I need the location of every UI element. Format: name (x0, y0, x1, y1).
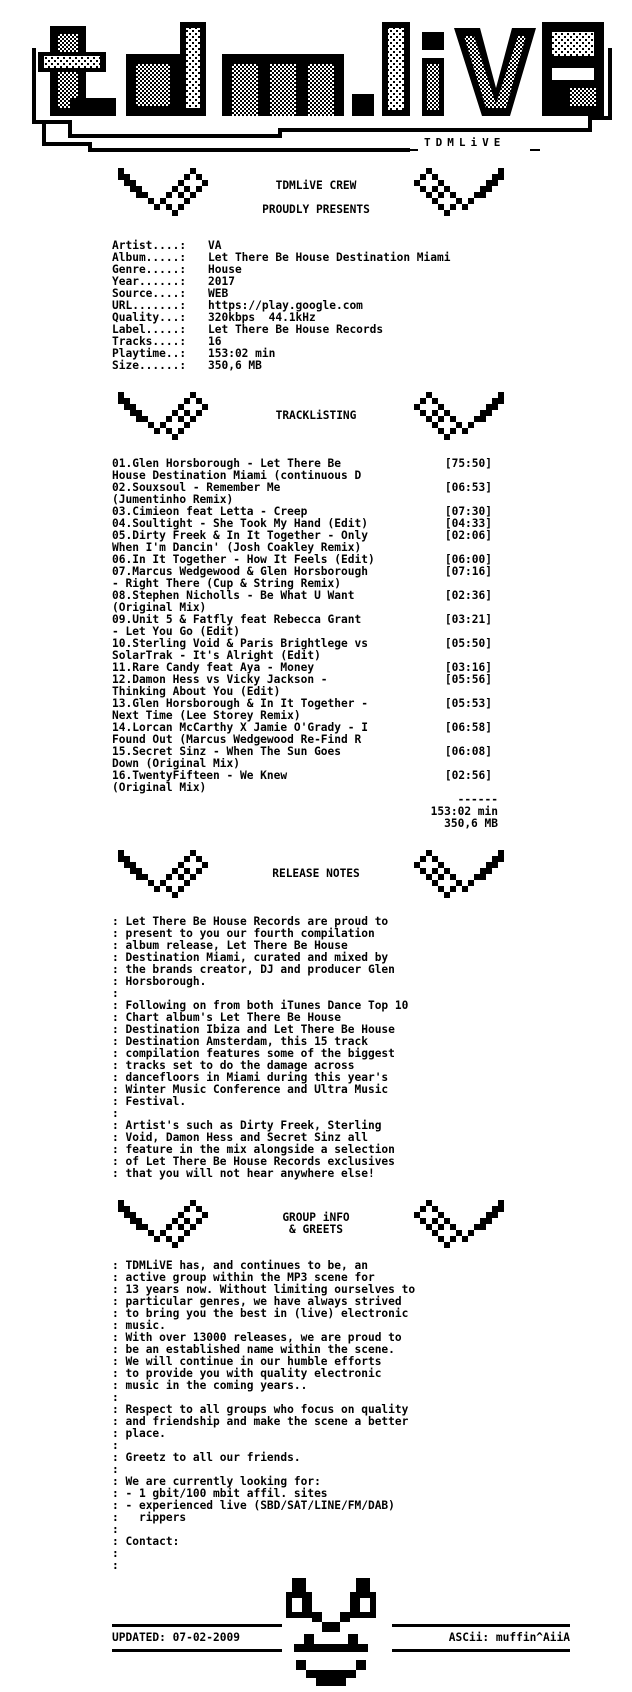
info-row (112, 360, 450, 372)
track-title: 08.Stephen Nicholls - Be What U Want (112, 590, 355, 602)
info-label: Quality...: (112, 311, 187, 324)
tracklist (112, 458, 492, 794)
track-title: (Original Mix) (112, 782, 207, 794)
info-value: 320kbps 44.1kHz (208, 311, 316, 324)
track-title: 10.Sterling Void & Paris Brightlege vs (112, 638, 368, 650)
text-line: : Chart album's Let There Be House (112, 1012, 408, 1024)
track-time: [06:08] (444, 745, 492, 758)
track-title: 13.Glen Horsborough & In It Together - (112, 698, 368, 710)
track-time: [02:56] (444, 769, 492, 782)
track-time: [05:50] (444, 637, 492, 650)
track-title: House Destination Miami (continuous D (112, 470, 362, 482)
text-line: : Horsborough. (112, 976, 408, 988)
track-row (112, 554, 492, 566)
text-line: : - 1 gbit/100 mbit affil. sites (112, 1488, 415, 1500)
text-line: : to bring you the best in (live) electronic (112, 1308, 415, 1320)
track-row (112, 674, 492, 686)
track-row (112, 746, 492, 758)
text-line: : tracks set to do the damage across (112, 1060, 408, 1072)
track-title: 16.TwentyFifteen - We Knew (112, 770, 288, 782)
track-row (112, 662, 492, 674)
track-row (112, 626, 492, 638)
text-line: : We will continue in our humble efforts (112, 1356, 415, 1368)
track-title: 11.Rare Candy feat Aya - Money (112, 662, 315, 674)
release-info (112, 240, 450, 372)
group-title: GROUP iNFO (282, 1211, 350, 1224)
text-line: : Artist's such as Dirty Freek, Sterling (112, 1120, 408, 1132)
info-label: Source....: (112, 287, 187, 300)
info-label: Year......: (112, 275, 187, 288)
track-title: 15.Secret Sinz - When The Sun Goes (112, 746, 342, 758)
info-value: 16 (208, 335, 222, 348)
text-line: : of Let There Be House Records exclusives (112, 1156, 408, 1168)
text-line: : Following on from both iTunes Dance Top 10 (112, 1000, 408, 1012)
track-title: 07.Marcus Wedgewood & Glen Horsborough (112, 566, 368, 578)
total-playtime: 153:02 min (430, 805, 498, 818)
text-line: : music in the coming years.. (112, 1380, 415, 1392)
track-title: (Jumentinho Remix) (112, 494, 234, 506)
track-row (112, 590, 492, 602)
text-line: : compilation features some of the biggest (112, 1048, 408, 1060)
text-line: : particular genres, we have always strived (112, 1296, 415, 1308)
info-value: 2017 (208, 275, 235, 288)
track-row (112, 458, 492, 470)
track-time: [03:21] (444, 613, 492, 626)
track-time: [05:56] (444, 673, 492, 686)
track-row (112, 614, 492, 626)
text-line: : place. (112, 1428, 415, 1440)
release-notes (112, 916, 408, 1180)
track-title: Next Time (Lee Storey Remix) (112, 710, 301, 722)
footer (112, 1624, 570, 1654)
track-title: Thinking About You (Edit) (112, 686, 281, 698)
text-line: : Respect to all groups who focus on quality (112, 1404, 415, 1416)
text-line: : dancefloors in Miami during this year's (112, 1072, 408, 1084)
text-line: : the brands creator, DJ and producer Glen (112, 964, 408, 976)
track-row (112, 494, 492, 506)
track-title: 09.Unit 5 & Fatfly feat Rebecca Grant (112, 614, 362, 626)
track-time: [02:36] (444, 589, 492, 602)
info-value: VA (208, 239, 222, 252)
logo-tag: TDMLiVE (424, 136, 506, 149)
track-title: When I'm Dancin' (Josh Coakley Remix) (112, 542, 362, 554)
info-label: Label.....: (112, 323, 187, 336)
track-title: 12.Damon Hess vs Vicky Jackson - (112, 674, 328, 686)
info-label: Artist....: (112, 239, 187, 252)
track-time: [06:58] (444, 721, 492, 734)
text-line: : Contact: (112, 1536, 415, 1548)
text-line: : present to you our fourth compilation (112, 928, 408, 940)
crew-subtitle: PROUDLY PRESENTS (262, 203, 370, 216)
track-row (112, 578, 492, 590)
info-label: Tracks....: (112, 335, 187, 348)
text-line: : Winter Music Conference and Ultra Music (112, 1084, 408, 1096)
track-time: [07:30] (444, 505, 492, 518)
info-value: Let There Be House Records (208, 323, 384, 336)
text-line: : Destination Amsterdam, this 15 track (112, 1036, 408, 1048)
info-value: House (208, 263, 242, 276)
info-label: Playtime..: (112, 347, 187, 360)
track-row (112, 506, 492, 518)
info-label: Album.....: (112, 251, 187, 264)
text-line: : that you will not hear anywhere else! (112, 1168, 408, 1180)
track-time: [75:50] (444, 457, 492, 470)
track-row (112, 770, 492, 782)
info-label: Size......: (112, 359, 187, 372)
track-title: 05.Dirty Freek & In It Together - Only (112, 530, 368, 542)
text-line: : be an established name within the scene. (112, 1344, 415, 1356)
track-row (112, 638, 492, 650)
text-line: : With over 13000 releases, we are proud to (112, 1332, 415, 1344)
track-title: - Right There (Cup & String Remix) (112, 578, 342, 590)
text-line: : feature in the mix alongside a selection (112, 1144, 408, 1156)
track-title: 14.Lorcan McCarthy X Jamie O'Grady - I (112, 722, 368, 734)
group-subtitle: & GREETS (289, 1223, 343, 1236)
track-row (112, 698, 492, 710)
info-value: 153:02 min (208, 347, 276, 360)
text-line: : We are currently looking for: (112, 1476, 415, 1488)
track-title: - Let You Go (Edit) (112, 626, 240, 638)
text-line: : Destination Miami, curated and mixed by (112, 952, 408, 964)
track-time: [05:53] (444, 697, 492, 710)
track-row (112, 482, 492, 494)
text-line: : Destination Ibiza and Let There Be House (112, 1024, 408, 1036)
info-value: WEB (208, 287, 229, 300)
info-label: URL.......: (112, 299, 187, 312)
track-title: 04.Soultight - She Took My Hand (Edit) (112, 518, 368, 530)
total-size: 350,6 MB (444, 817, 498, 830)
text-line: : active group within the MP3 scene for (112, 1272, 415, 1284)
group-info (112, 1260, 415, 1572)
text-line: : TDMLiVE has, and continues to be, an (112, 1260, 415, 1272)
track-row (112, 566, 492, 578)
text-line: : - experienced live (SBD/SAT/LINE/FM/DAB) (112, 1500, 415, 1512)
track-row (112, 734, 492, 746)
track-row (112, 542, 492, 554)
text-line: : 13 years now. Without limiting ourselves to (112, 1284, 415, 1296)
track-row (112, 782, 492, 794)
track-row (112, 530, 492, 542)
track-row (112, 518, 492, 530)
track-time: [07:16] (444, 565, 492, 578)
track-title: 06.In It Together - How It Feels (Edit) (112, 554, 375, 566)
track-title: Down (Original Mix) (112, 758, 240, 770)
text-line: : rippers (112, 1512, 415, 1524)
info-value: Let There Be House Destination Miami (208, 251, 451, 264)
track-row (112, 650, 492, 662)
track-time: [02:06] (444, 529, 492, 542)
track-time: [06:53] (444, 481, 492, 494)
info-label: Genre.....: (112, 263, 187, 276)
track-row (112, 722, 492, 734)
track-title: SolarTrak - It's Alright (Edit) (112, 650, 321, 662)
info-value: https://play.google.com (208, 299, 363, 312)
track-row (112, 470, 492, 482)
track-title: Found Out (Marcus Wedgewood Re-Find R (112, 734, 362, 746)
track-title: 03.Cimieon feat Letta - Creep (112, 506, 308, 518)
track-title: 02.Souxsoul - Remember Me (112, 482, 281, 494)
crew-title: TDMLiVE CREW (275, 179, 357, 192)
text-line (112, 1548, 415, 1560)
text-line: : Void, Damon Hess and Secret Sinz all (112, 1132, 408, 1144)
track-row (112, 758, 492, 770)
notes-title: RELEASE NOTES (272, 867, 360, 880)
text-line: : and friendship and make the scene a better (112, 1416, 415, 1428)
track-row (112, 686, 492, 698)
track-title: 01.Glen Horsborough - Let There Be (112, 458, 342, 470)
ascii-credit: ASCii: muffin^AiiA (448, 1631, 570, 1644)
updated-date: UPDATED: 07-02-2009 (112, 1631, 240, 1644)
track-title: (Original Mix) (112, 602, 207, 614)
text-line: : album release, Let There Be House (112, 940, 408, 952)
text-line: : music. (112, 1320, 415, 1332)
info-value: 350,6 MB (208, 359, 262, 372)
track-time: [03:16] (444, 661, 492, 674)
tdmlive-logo (30, 18, 620, 168)
tracklist-title: TRACKLiSTING (275, 409, 357, 422)
track-time: [04:33] (444, 517, 492, 530)
tracklist-separator: ------ (457, 793, 498, 806)
track-row (112, 602, 492, 614)
track-row (112, 710, 492, 722)
text-line (112, 1560, 415, 1572)
text-line: : Festival. (112, 1096, 408, 1108)
track-time: [06:00] (444, 553, 492, 566)
text-line: : Greetz to all our friends. (112, 1452, 415, 1464)
text-line: : to provide you with quality electronic (112, 1368, 415, 1380)
text-line: : Let There Be House Records are proud to (112, 916, 408, 928)
